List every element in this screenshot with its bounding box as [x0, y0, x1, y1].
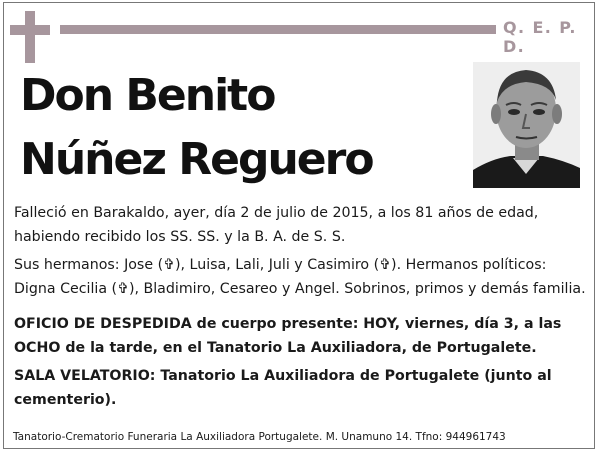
text-line: Sus hermanos: Jose (✞), Luisa, Lali, Juli y Casimiro (✞). Hermanos políticos:	[14, 257, 547, 273]
header-rule	[60, 25, 496, 34]
text-line: cementerio).	[14, 391, 117, 408]
text-line: Falleció en Barakaldo, ayer, día 2 de julio de 2015, a los 81 años de edad,	[14, 205, 539, 221]
funeral-home-footer: Tanatorio-Crematorio Funeraria La Auxiliadora Portugalete. M. Unamuno 14. Tfno: 944961743	[13, 431, 506, 443]
text-line: SALA VELATORIO: Tanatorio La Auxiliadora de Portugalete (junto al	[14, 368, 552, 384]
deceased-name-line2: Núñez Reguero	[20, 134, 373, 185]
deceased-name-line1: Don Benito	[20, 70, 275, 121]
funeral-service-info	[14, 313, 561, 360]
text-line: habiendo recibido los SS. SS. y la B. A. de S. S.	[14, 228, 346, 245]
family-list	[14, 254, 586, 301]
text-line: Digna Cecilia (✞), Bladimiro, Cesareo y Angel. Sobrinos, primos y demás familia.	[14, 280, 586, 297]
death-announcement	[14, 202, 538, 249]
portrait-photo	[473, 62, 580, 188]
qepd-label: Q. E. P. D.	[503, 18, 577, 56]
text-line: OFICIO DE DESPEDIDA de cuerpo presente: HOY, viernes, día 3, a las	[14, 316, 562, 332]
wake-room-info	[14, 365, 552, 412]
text-line: OCHO de la tarde, en el Tanatorio La Auxiliadora, de Portugalete.	[14, 339, 537, 356]
latin-cross-icon	[10, 11, 50, 63]
